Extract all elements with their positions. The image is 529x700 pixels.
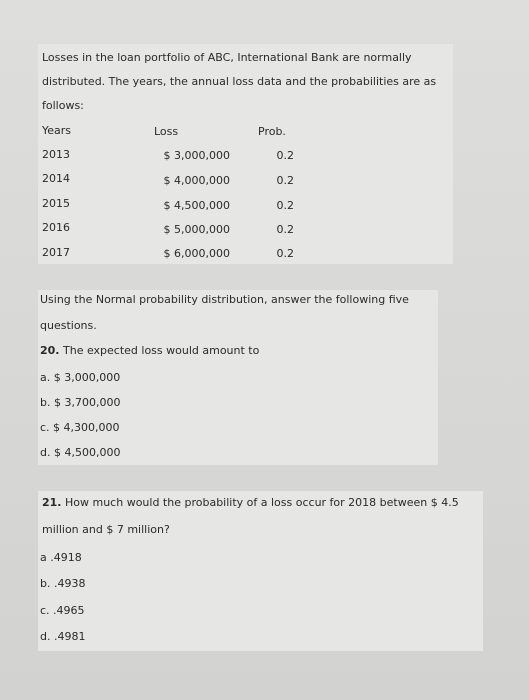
q21-option-c: c. .4965	[40, 604, 85, 617]
table-row-prob: 0.2	[276, 149, 294, 162]
header-loss: Loss	[154, 125, 179, 138]
table-row-year: 2013	[42, 148, 70, 161]
question-20-number: 20.	[40, 344, 60, 357]
instructions-line-2: questions.	[40, 319, 97, 332]
q20-option-a: a. $ 3,000,000	[40, 371, 121, 384]
header-years: Years	[42, 124, 72, 137]
q20-option-c: c. $ 4,300,000	[40, 421, 120, 434]
instructions-line-1: Using the Normal probability distribution, answer the following five	[40, 293, 409, 306]
q21-option-a: a .4918	[40, 551, 82, 564]
intro-line-2: distributed. The years, the annual loss data and the probabilities are as	[42, 75, 437, 88]
table-row-year: 2016	[42, 221, 70, 234]
table-row-prob: 0.2	[276, 199, 294, 212]
question-21-text: How much would the probability of a loss occur for 2018 between $ 4.5	[61, 496, 459, 509]
question-21-number: 21.	[42, 496, 62, 509]
intro-line-3: follows:	[42, 99, 84, 112]
q20-option-d: d. $ 4,500,000	[40, 446, 121, 459]
question-20	[40, 344, 259, 357]
table-row-year: 2015	[42, 197, 70, 210]
table-row-loss: $ 3,000,000	[163, 149, 230, 162]
table-row-prob: 0.2	[276, 223, 294, 236]
intro-line-1: Losses in the loan portfolio of ABC, International Bank are normally	[42, 51, 412, 64]
q20-option-b: b. $ 3,700,000	[40, 396, 121, 409]
table-row-year: 2014	[42, 172, 70, 185]
q21-option-d: d. .4981	[40, 630, 86, 643]
table-row-prob: 0.2	[276, 174, 294, 187]
table-row-loss: $ 4,000,000	[163, 174, 230, 187]
table-row-year: 2017	[42, 246, 70, 259]
q21-option-b: b. .4938	[40, 577, 86, 590]
table-row-loss: $ 5,000,000	[163, 223, 230, 236]
question-20-text: The expected loss would amount to	[59, 344, 260, 357]
question-21-line-2: million and $ 7 million?	[42, 523, 170, 536]
q21-shade	[38, 491, 483, 651]
question-21-line-1	[42, 496, 459, 509]
table-row-prob: 0.2	[276, 247, 294, 260]
table-row-loss: $ 4,500,000	[163, 199, 230, 212]
table-row-loss: $ 6,000,000	[163, 247, 230, 260]
header-prob: Prob.	[258, 125, 286, 138]
